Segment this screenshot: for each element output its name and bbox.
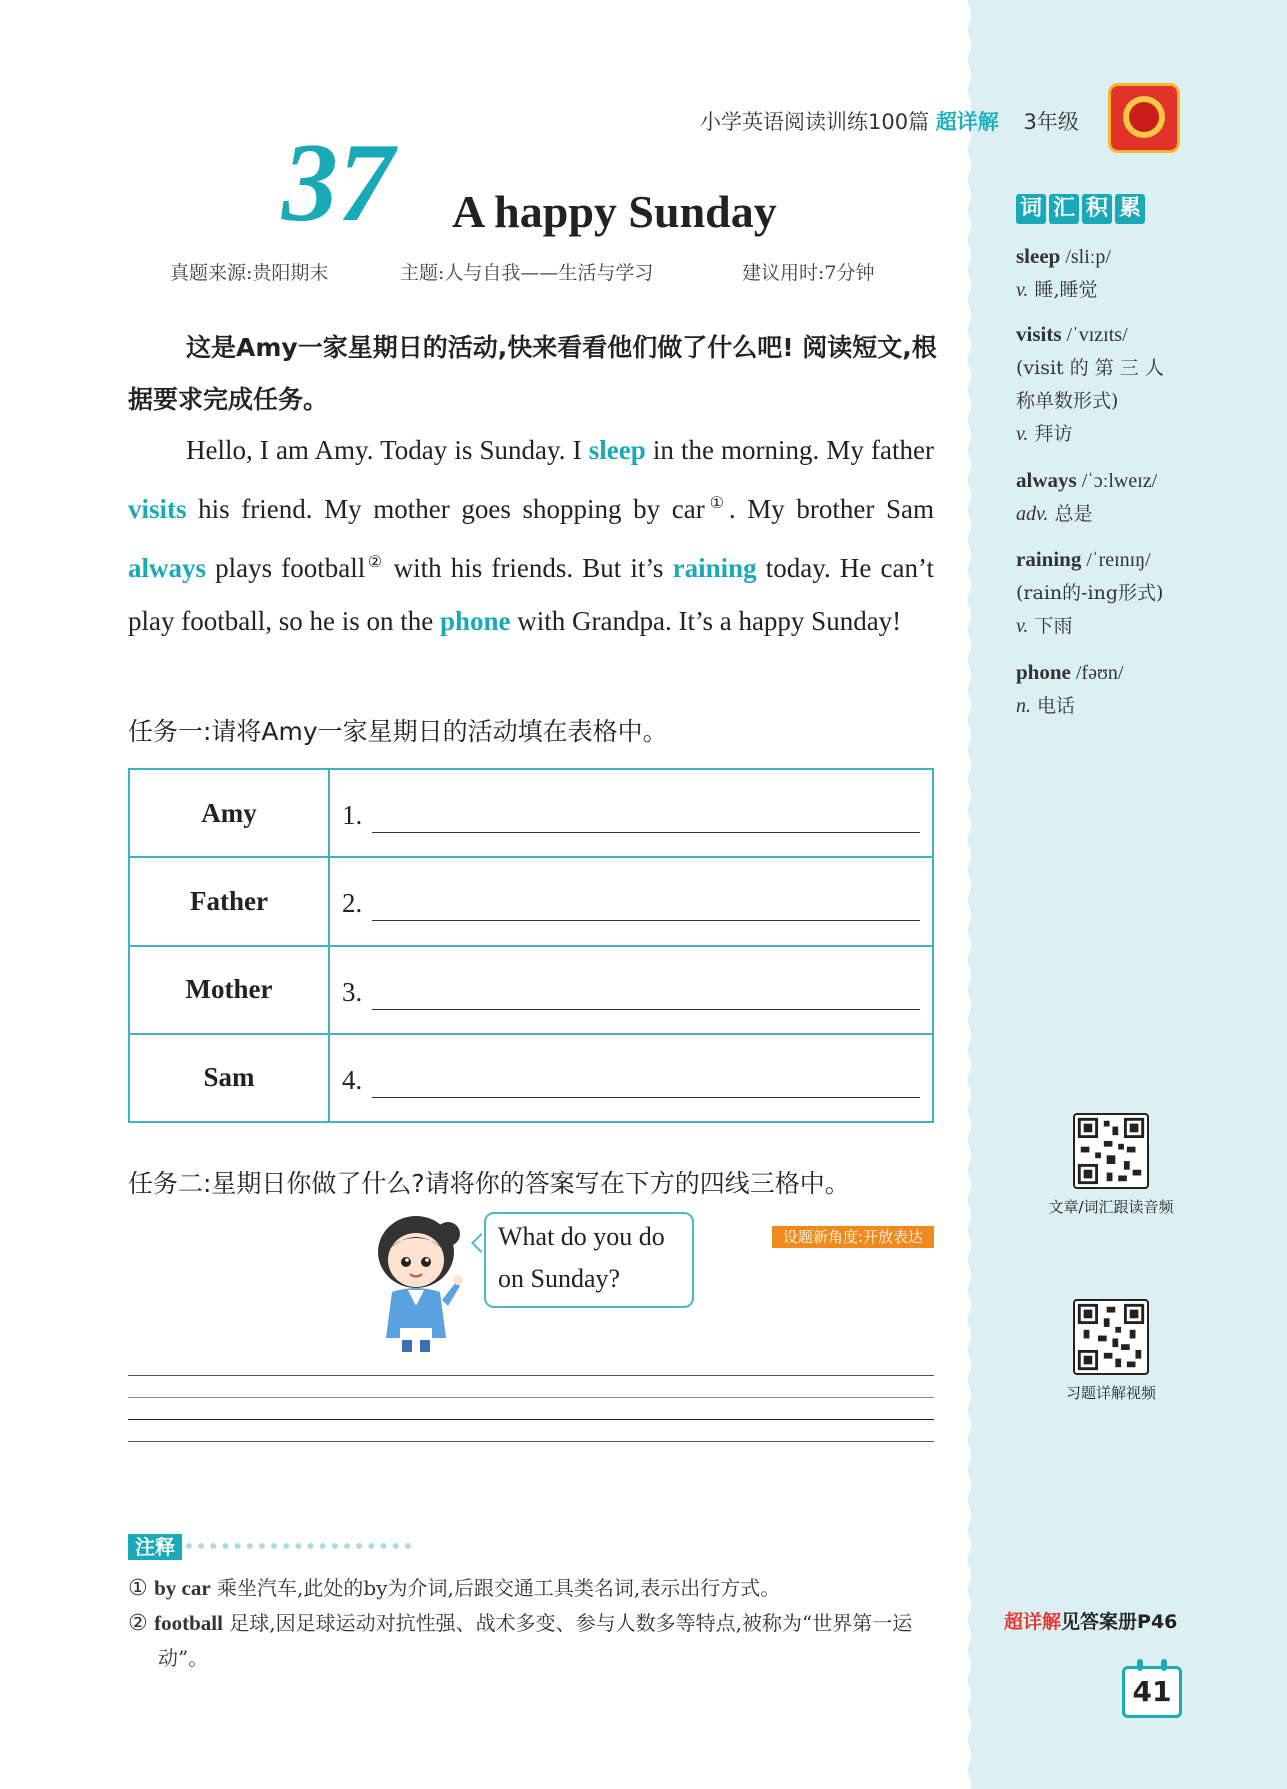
vocab-word: visits [1016,322,1062,346]
answer-line [372,920,920,921]
note-item [128,1606,948,1675]
row-number: 4. [342,1064,363,1095]
vocab-ipa: /ˈɔːlweɪz/ [1076,470,1158,492]
reading-passage [128,424,934,648]
note-item [128,1571,948,1606]
row-number: 1. [342,800,363,830]
vocab-title-char: 汇 [1049,194,1079,224]
qr-caption-audio: 文章/词汇跟读音频 [1048,1198,1174,1216]
keyword-visits: visits [128,494,187,524]
vocab-meaning: 拜访 [1028,423,1073,445]
answer-ref-text: 见答案册P46 [1061,1611,1178,1633]
notes-label: 注释 [128,1534,182,1560]
vocab-pos: v. [1016,423,1029,445]
vocab-meaning: 电话 [1031,695,1076,717]
vocab-meaning: 睡,睡觉 [1028,279,1098,301]
meta-source: 真题来源:贵阳期末 [170,262,329,284]
unit-title: A happy Sunday [452,186,777,237]
vocab-item-phone [1016,656,1188,723]
qr-caption-video: 习题详解视频 [1065,1384,1156,1402]
table-row [129,857,933,945]
vocab-extra: (rain的-ing形式) [1016,582,1164,604]
vocab-item-always [1016,464,1188,531]
vocab-word: raining [1016,547,1082,571]
vocab-pos: n. [1016,695,1031,717]
vocab-item-visits [1016,318,1188,451]
notes-divider [186,1543,411,1549]
answer-line [372,832,920,833]
unit-number: 37 [282,121,394,245]
table-row [129,946,933,1034]
vocab-pos: v. [1016,615,1029,637]
meta-time: 建议用时:7分钟 [742,262,875,284]
vocab-extra: (visit 的 第 三 人 称单数形式) [1016,357,1164,412]
new-angle-tag: 设题新角度:开放表达 [772,1226,934,1248]
brand-logo-icon [1108,83,1180,153]
note-term: football [154,1611,223,1635]
vocab-ipa: /ˈvɪzɪts/ [1061,324,1128,346]
bubble-line: on Sunday? [498,1264,621,1293]
answer-line [372,1009,920,1010]
vocab-word: sleep [1016,244,1061,268]
qr-pattern [1075,1301,1147,1373]
task1-title: 任务一:请将Amy一家星期日的活动填在表格中。 [128,717,668,746]
note-text: 乘坐汽车,此处的by为介词,后跟交通工具类名词,表示出行方式。 [210,1576,781,1600]
vocab-pos: v. [1016,279,1029,301]
passage-text: in the morning. My father [645,435,934,465]
series-name: 小学英语阅读训练100篇 [700,110,930,134]
note-text: 足球,因足球运动对抗性强、战术多变、参与人数多等特点,被称为“世界第一运动”。 [158,1611,913,1670]
sidebar-wave-edge [956,0,980,1789]
intro-text: 这是Amy一家星期日的活动,快来看看他们做了什么吧! 阅读短文,根据要求完成任务。 [128,333,937,414]
vocab-title-char: 累 [1115,194,1145,224]
answer-cell[interactable] [329,857,933,945]
passage-text: Hello, I am Amy. Today is Sunday. I [186,435,589,465]
keyword-sleep: sleep [588,435,646,465]
passage-text: with his friends. But it’s [384,553,673,583]
row-name: Father [129,857,329,945]
vocab-word: always [1016,468,1077,492]
vocab-ipa: /ˈreɪnɪŋ/ [1081,549,1151,571]
vocab-meaning: 总是 [1048,503,1093,525]
series-title [700,106,1100,136]
activity-table [128,768,934,1123]
vocab-title-char: 积 [1082,194,1112,224]
row-name: Amy [129,769,329,857]
footnote-marker-2: ② [365,554,385,571]
vocab-pos: adv. [1016,503,1049,525]
answer-ref-accent: 超详解 [1004,1611,1062,1633]
task2-title: 任务二:星期日你做了什么?请将你的答案写在下方的四线三格中。 [128,1169,850,1198]
answer-cell[interactable] [329,946,933,1034]
grade-label: 3年级 [1023,110,1079,134]
note-marker: ② [128,1611,148,1636]
answer-cell[interactable] [329,769,933,857]
series-accent: 超详解 [935,110,999,134]
speech-bubble [484,1212,694,1308]
note-term: by car [154,1576,211,1600]
answer-cell[interactable] [329,1034,933,1122]
note-marker: ① [128,1576,148,1601]
bubble-line: What do you do [498,1222,665,1251]
page-number: 41 [1122,1666,1182,1718]
footnote-marker-1: ① [704,495,729,512]
row-name: Sam [129,1034,329,1122]
keyword-phone: phone [439,606,511,636]
keyword-raining: raining [672,553,757,583]
vocab-item-sleep [1016,240,1188,307]
passage-text: his friend. My mother goes shopping by car [186,494,705,524]
passage-text: plays football [206,553,366,583]
table-row [129,1034,933,1122]
meta-theme: 主题:人与自我——生活与学习 [400,262,654,284]
passage-text: with Grandpa. It’s a happy Sunday! [510,606,902,636]
vocab-ipa: /sliːp/ [1060,246,1111,268]
qr-code-video-icon[interactable] [1073,1299,1149,1375]
vocab-meaning: 下雨 [1028,615,1073,637]
vocab-title-char: 词 [1016,194,1046,224]
keyword-always: always [128,553,207,583]
meta-row [170,258,950,288]
passage-text: . My brother Sam [728,494,935,524]
vocab-item-raining [1016,543,1188,643]
row-number: 3. [342,976,363,1007]
vocab-word: phone [1016,660,1071,684]
qr-pattern [1075,1115,1147,1187]
answer-reference [1004,1607,1204,1634]
vocab-ipa: /fəʊn/ [1070,662,1124,684]
passage-text: today. He can’t play football, so he is on the [128,553,935,636]
answer-line [372,1097,920,1098]
row-number: 2. [342,888,363,919]
qr-code-audio-icon[interactable] [1073,1113,1149,1189]
vocab-title [1016,194,1148,226]
row-name: Mother [129,946,329,1034]
writing-lines[interactable] [128,1375,934,1443]
girl-illustration-icon [364,1210,468,1354]
table-row [129,769,933,857]
